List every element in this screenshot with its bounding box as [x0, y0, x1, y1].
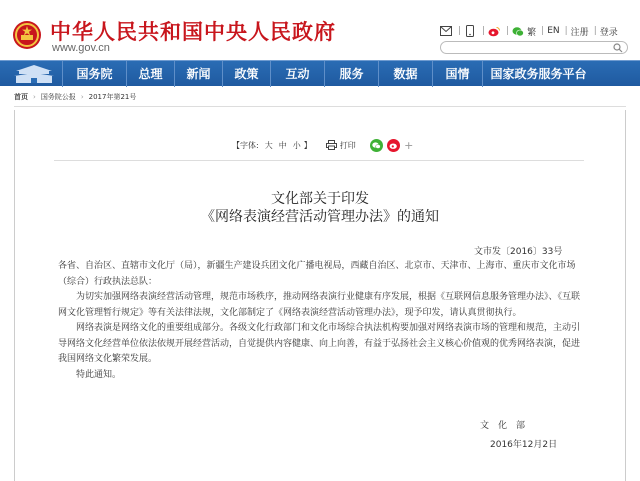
nav-item-data[interactable]: 数据: [378, 61, 432, 87]
font-size-small[interactable]: 小: [292, 140, 301, 150]
breadcrumb: [14, 90, 136, 104]
print-icon[interactable]: [326, 140, 337, 150]
breadcrumb-issue[interactable]: 2017年第21号: [88, 93, 137, 101]
breadcrumb-arrow-icon: ›: [33, 93, 36, 101]
national-emblem-icon[interactable]: [12, 20, 42, 50]
breadcrumb-gazette[interactable]: 国务院公报: [40, 93, 76, 101]
font-size-medium[interactable]: 中: [278, 140, 287, 150]
search-icon[interactable]: [613, 43, 623, 53]
article-title-line2: 《网络表演经营活动管理办法》的通知: [201, 209, 439, 225]
article-body: [58, 259, 588, 383]
lang-traditional-link[interactable]: 繁: [527, 27, 537, 38]
mobile-icon[interactable]: [464, 25, 476, 37]
article-closing: 特此通知。: [76, 369, 122, 380]
search-input[interactable]: [447, 42, 607, 53]
document-number: 文市发〔2016〕33号: [474, 247, 563, 257]
nav-item-interaction[interactable]: 互动: [270, 61, 324, 87]
article-title-line1: 文化部关于印发: [271, 191, 369, 207]
article-date: 2016年12月2日: [490, 440, 558, 450]
tiananmen-icon[interactable]: [10, 64, 58, 84]
mail-icon[interactable]: [440, 25, 452, 37]
wechat-icon[interactable]: [512, 25, 524, 37]
top-links: | | | 繁 | EN | 注册 | 登录: [440, 23, 620, 39]
weibo-icon[interactable]: [488, 25, 500, 37]
site-header: [0, 0, 640, 60]
site-title[interactable]: 中华人民共和国中央人民政府: [50, 20, 336, 44]
article-recipients: 各省、自治区、直辖市文化厅（局），新疆生产建设兵团文化广播电视局，西藏自治区、北京市、天津市、上海市、重庆市文化市场（综合）行政执法总队：: [58, 261, 576, 287]
plus-icon[interactable]: +: [404, 138, 414, 152]
search-box: [440, 41, 628, 54]
nav-item-state-council[interactable]: 国务院: [62, 61, 126, 87]
font-size-bracket: 】: [303, 140, 312, 150]
nav-item-policy[interactable]: 政策: [222, 61, 270, 87]
login-link[interactable]: 登录: [599, 27, 618, 38]
print-button[interactable]: 打印: [339, 140, 356, 150]
toolbar-divider: [54, 160, 584, 161]
site-url: www.gov.cn: [52, 42, 110, 54]
main-nav: [0, 60, 640, 86]
nav-item-premier[interactable]: 总理: [126, 61, 174, 87]
nav-item-national-info[interactable]: 国情: [432, 61, 482, 87]
nav-item-news[interactable]: 新闻: [174, 61, 222, 87]
nav-item-service[interactable]: 服务: [324, 61, 378, 87]
article-paragraph: 网络表演是网络文化的重要组成部分。各级文化行政部门和文化市场综合执法机构要加强对网络表演市场的管理和规范，主动引导网络文化经营单位依法依规开展经营活动，自觉提供内容健康、向上向善，有益于弘扬社会主义核心价值观的优秀网络表演，促进我国网络文化繁荣发展。: [58, 323, 581, 364]
article-signature: 文 化 部: [480, 421, 526, 431]
register-link[interactable]: 注册: [570, 27, 589, 38]
breadcrumb-home[interactable]: 首页: [14, 93, 28, 101]
breadcrumb-divider: [14, 106, 626, 107]
wechat-icon[interactable]: [370, 139, 383, 152]
weibo-icon[interactable]: [387, 139, 400, 152]
article-toolbar: [232, 138, 418, 152]
breadcrumb-arrow-icon: ›: [80, 93, 84, 101]
lang-english-link[interactable]: EN: [547, 26, 560, 36]
font-size-large[interactable]: 大: [264, 140, 273, 150]
font-size-label: 【字体:: [232, 140, 259, 150]
nav-item-service-platform[interactable]: 国家政务服务平台: [482, 61, 594, 87]
article-paragraph: 为切实加强网络表演经营活动管理，规范市场秩序，推动网络表演行业健康有序发展，根据《互联网信息服务管理办法》、《互联网文化管理暂行规定》等有关法律法规，文化部制定了《网络表演经营活动管理办法》，现予印发，请认真贯彻执行。: [58, 292, 581, 318]
